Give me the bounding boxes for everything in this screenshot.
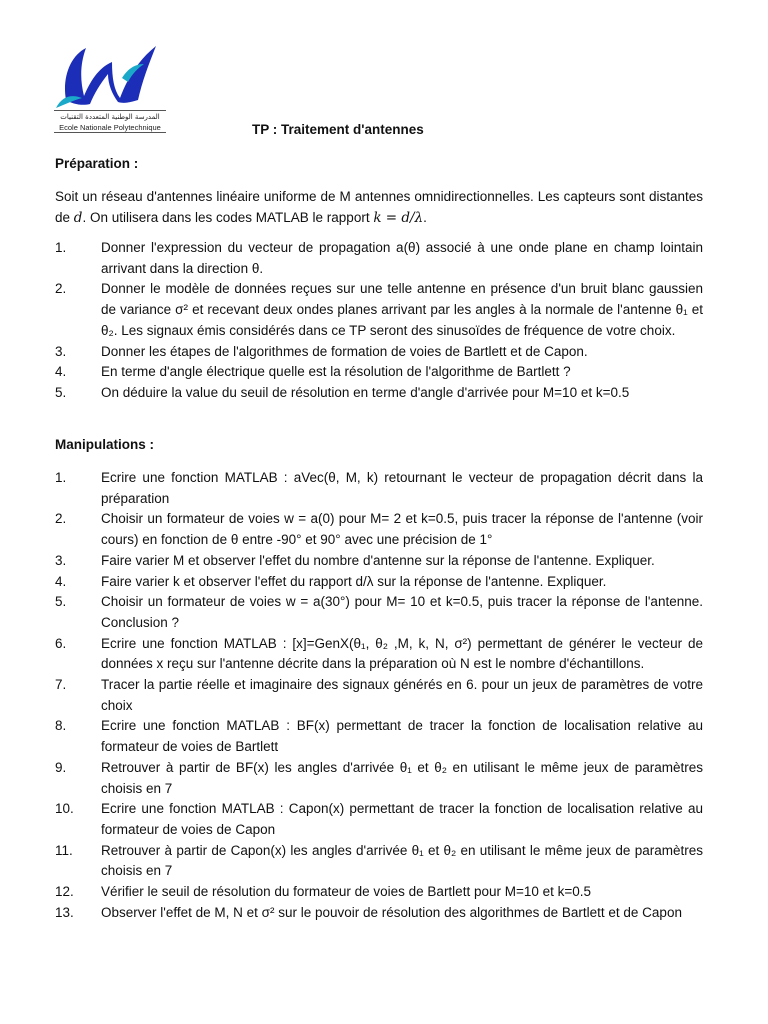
- manipulation-item: 7. Tracer la partie réelle et imaginaire des signaux générés en 6. pour un jeux de paramètres de votre choix: [55, 677, 703, 713]
- manipulation-item: 4. Faire varier k et observer l'effet du rapport d/λ sur la réponse de l'antenne. Expliquer.: [55, 573, 607, 589]
- manipulation-item: 8. Ecrire une fonction MATLAB : BF(x) permettant de tracer la fonction de localisation relative au formateur de voies de Bartlett: [55, 718, 703, 755]
- manipulation-item: 3. Faire varier M et observer l'effet du nombre d'antenne sur la réponse de l'antenne. Expliquer.: [55, 552, 655, 568]
- manipulation-item: 10. Ecrire une fonction MATLAB : Capon(x) permettant de tracer la fonction de localisation relative au formateur de voies de Capon: [55, 801, 703, 837]
- logo-latin-text: Ecole Nationale Polytechnique: [59, 123, 161, 132]
- manipulation-item: 12. Vérifier le seuil de résolution du formateur de voies de Bartlett pour M=10 et k=0.5: [55, 884, 592, 900]
- document-title: TP : Traitement d'antennes: [252, 122, 424, 137]
- manipulation-item: 1. Ecrire une fonction MATLAB : aVec(θ, M, k) retournant le vecteur de propagation décrit dans la préparation: [55, 470, 703, 506]
- preparation-item: 2. Donner le modèle de données reçues sur une telle antenne en présence d'un bruit blanc gaussien de variance σ² et recevant deux ondes planes arrivant par les angles à la normale de l'antenne θ₁ et θ₂. Les signaux émis considérés dans ce TP seront des sinusoïdes de fréquence de votre choix.: [55, 281, 703, 338]
- manipulation-item: 11. Retrouver à partir de Capon(x) les angles d'arrivée θ₁ et θ₂ en utilisant le même jeux de paramètres choisis en 7: [55, 842, 703, 879]
- manipulation-item: 2. Choisir un formateur de voies w = a(0) pour M= 2 et k=0.5, puis tracer la réponse de l'antenne (voir cours) en fonction de θ entre -90° et 90° avec une précision de 1°: [55, 511, 703, 548]
- intro-ratio-formula: k = d/λ: [373, 210, 424, 226]
- intro-text-c: .: [423, 210, 427, 225]
- enp-logo-mark: [52, 38, 170, 136]
- manipulation-item: 5. Choisir un formateur de voies w = a(30°) pour M= 10 et k=0.5, puis tracer la réponse de l'antenne. Conclusion ?: [55, 594, 703, 630]
- preparation-intro: [55, 186, 703, 229]
- preparation-item: 1. Donner l'expression du vecteur de propagation a(θ) associé à une onde plane en champ lointain arrivant dans la direction θ.: [55, 240, 703, 276]
- preparation-item: 5. On déduire la value du seuil de résolution en terme d'angle d'arrivée pour M=10 et k=0.5: [55, 384, 630, 400]
- logo-arabic-text: المدرسة الوطنية المتعددة التقنيات: [60, 113, 160, 121]
- manipulations-heading: Manipulations :: [55, 437, 154, 452]
- manipulation-item: 6. Ecrire une fonction MATLAB : [x]=GenX(θ₁, θ₂ ,M, k, N, σ²) permettant de générer le vecteur de données x reçu sur l'antenne décrite dans la préparation où N est le nombre d'échantillons.: [55, 635, 703, 672]
- preparation-item: 4. En terme d'angle électrique quelle est la résolution de l'algorithme de Bartlett ?: [55, 364, 571, 380]
- preparation-item: 3. Donner les étapes de l'algorithmes de formation de voies de Bartlett et de Capon.: [55, 343, 588, 359]
- intro-text-a: Soit un réseau d'antennes linéaire uniforme de M antennes omnidirectionnelles. Les capteurs sont distantes de: [55, 189, 703, 225]
- manipulation-item: 13. Observer l'effet de M, N et σ² sur le pouvoir de résolution des algorithmes de Bartlett et de Capon: [55, 904, 682, 920]
- manipulation-item: 9. Retrouver à partir de BF(x) les angles d'arrivée θ₁ et θ₂ en utilisant le même jeux de paramètres choisis en 7: [55, 759, 703, 796]
- preparation-heading: Préparation :: [55, 156, 139, 171]
- manipulations-list: [55, 468, 703, 923]
- intro-distance-symbol: d: [73, 210, 83, 226]
- school-logo: [52, 38, 170, 136]
- preparation-list: [55, 238, 703, 404]
- intro-text-b: . On utilisera dans les codes MATLAB le rapport: [82, 210, 374, 225]
